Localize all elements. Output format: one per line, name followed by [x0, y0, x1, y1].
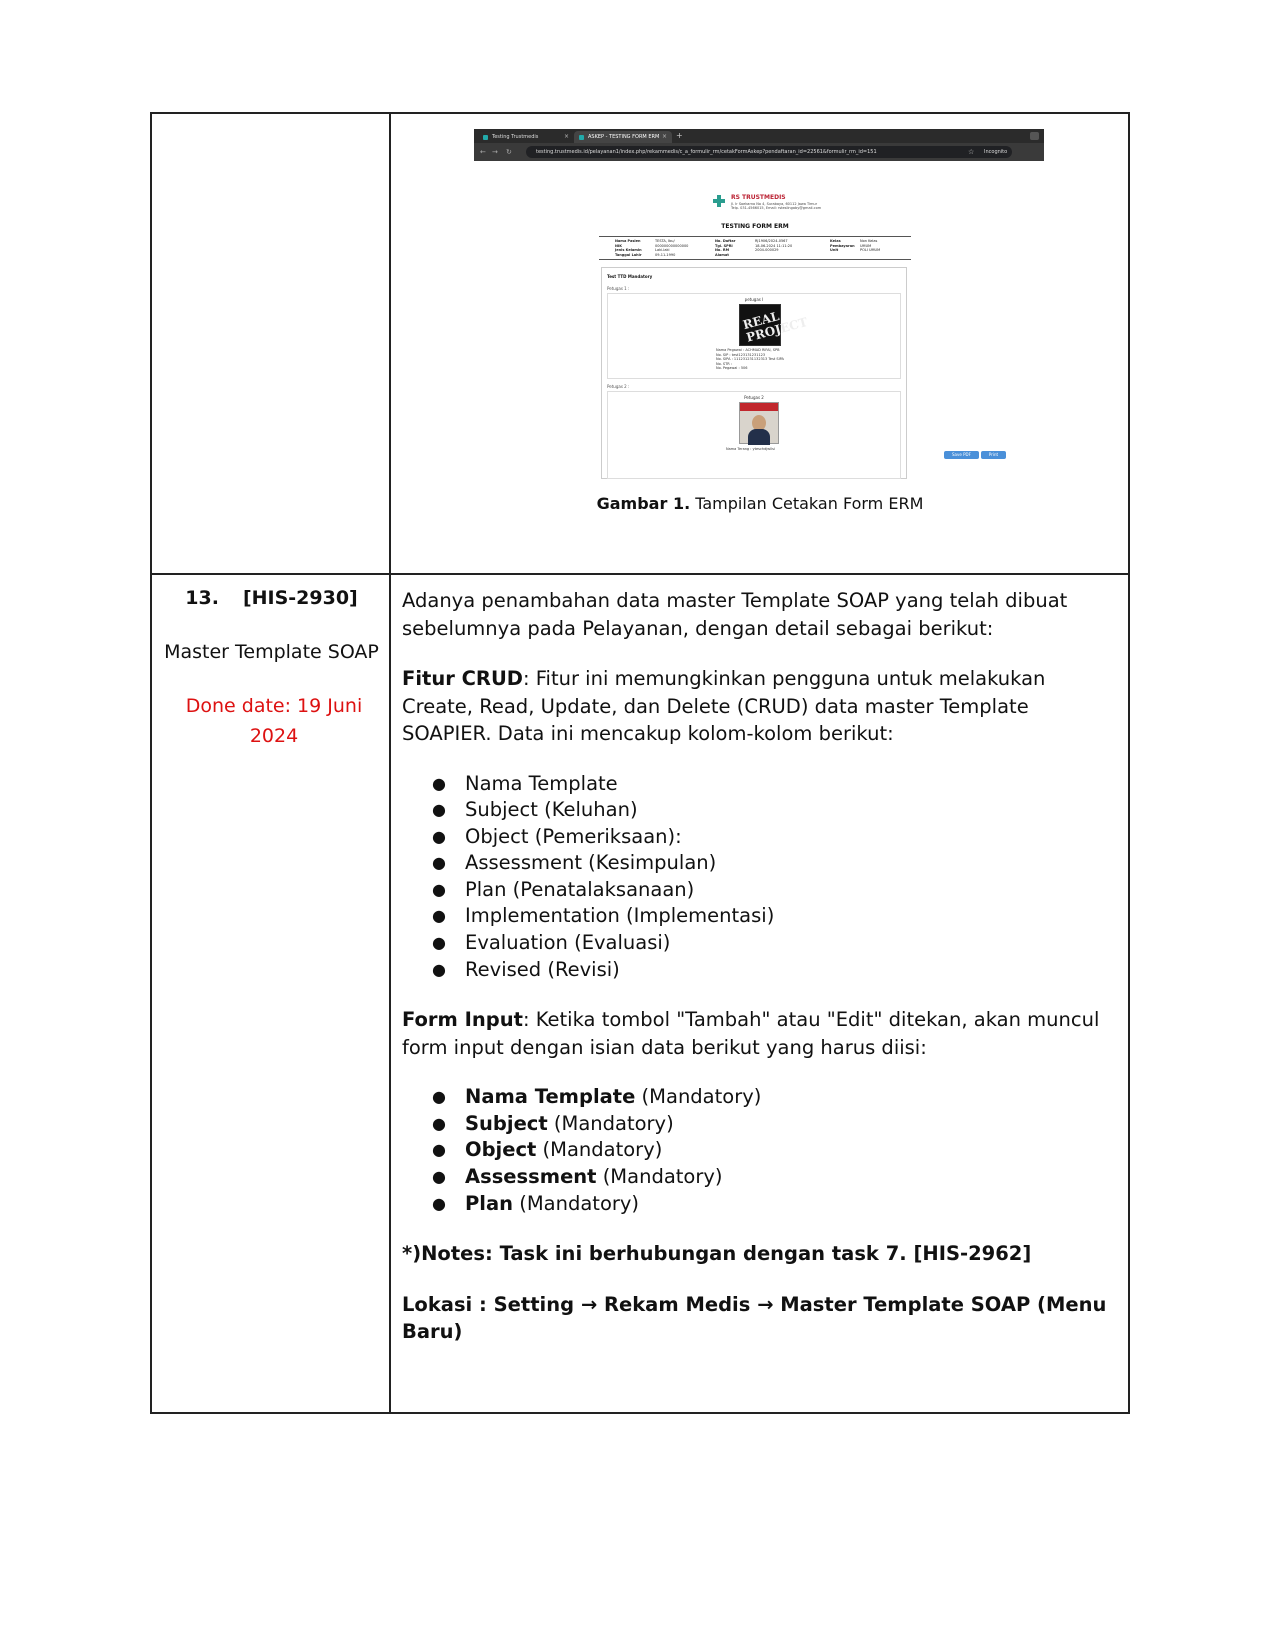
list-item [402, 797, 1112, 824]
crud-paragraph [402, 665, 1112, 748]
photo-band [740, 403, 778, 411]
divider [599, 236, 911, 237]
input-name: Object [465, 1138, 537, 1162]
list-item-text: Subject (Keluhan) [465, 798, 638, 822]
field-value: 000000000000000 [655, 243, 689, 248]
signature-box [607, 391, 901, 479]
list-item [402, 771, 1112, 798]
close-icon: × [563, 133, 569, 140]
favicon-icon [579, 135, 584, 140]
field-label: Pembayaran [830, 243, 855, 248]
photo-image [739, 402, 779, 444]
contact-line: Telp. 031-4566015, Email: rsteslingaby@gmail.com [731, 206, 822, 210]
browser-tab-active [574, 131, 672, 143]
figure-caption [390, 494, 1130, 513]
section-title: Test TTD Mandatory [607, 274, 653, 279]
address-bar: testing.trustmedis.id/pelayanan1/index.php/rekammedis/c_a_formulir_rm/cetakFormAskep?pendaftaran_id=22561&formulir_rm_id=151 [526, 146, 1012, 158]
field-label: No. Daftar [715, 239, 736, 243]
list-item-text: Nama Template [465, 771, 618, 795]
task-ticket: [HIS-2930] [242, 587, 358, 609]
field-label: Tgl. SPRI [715, 243, 733, 248]
field-label: NIK [615, 243, 622, 248]
field-value: 09-11-1990 [655, 252, 676, 257]
incognito-label: Incognito [984, 149, 1008, 155]
bullet-icon: ● [432, 826, 446, 846]
back-icon: ← [480, 148, 486, 156]
list-item-text: Object (Pemeriksaan): [465, 824, 682, 848]
field-value: POLI UMUM [860, 248, 881, 252]
favicon-icon [483, 135, 488, 140]
browser-tab-bar [474, 129, 1044, 143]
bullet-icon: ● [432, 933, 446, 953]
field-value: Laki-laki [655, 248, 670, 252]
form-input-paragraph [402, 1006, 1112, 1061]
form-input-text: : Ketika tombol "Tambah" atau "Edit" ditekan, akan muncul form input dengan isian data berikut yang harus diisi: [402, 1008, 1100, 1059]
screenshot-figure [474, 129, 1044, 479]
bullet-icon: ● [432, 853, 446, 873]
save-pdf-button[interactable]: Save PDF [944, 451, 979, 459]
list-item [402, 824, 1112, 851]
list-item-text: Evaluation (Evaluasi) [465, 931, 671, 955]
list-item [402, 1084, 1112, 1111]
input-note: (Mandatory) [596, 1165, 723, 1189]
field-label: Jenis Kelamin [615, 248, 642, 252]
field-value: TESTA, Ibu/ [655, 239, 675, 243]
field-value: RJ1906/2024-0567 [755, 239, 788, 243]
form-title: TESTING FORM ERM [721, 223, 789, 230]
column-divider [389, 114, 391, 1412]
bullet-icon: ● [432, 1087, 446, 1107]
input-name: Plan [465, 1191, 514, 1215]
task-number: 13. [185, 587, 219, 609]
print-button[interactable]: Print [981, 451, 1006, 459]
row-divider [152, 573, 1128, 575]
notes-line [402, 1240, 1112, 1268]
detail-line: Nama Pegawai : ACHMAD RIFAI, SPB [716, 348, 780, 352]
bullet-icon: ● [432, 879, 446, 899]
photo-suit [748, 429, 770, 445]
browser-page [474, 161, 1044, 479]
tab-label: Testing Trustmedis [492, 134, 539, 140]
bullet-icon: ● [432, 1167, 446, 1187]
field-label: Nama Pasien [615, 239, 641, 243]
signature-name: Nama Terang : yteschdjwllsi [726, 447, 775, 451]
bullet-icon: ● [432, 1193, 446, 1213]
new-tab-icon: + [676, 131, 683, 140]
list-item-text: Plan (Penatalaksanaan) [465, 877, 695, 901]
bullet-icon: ● [432, 906, 446, 926]
field-value: 2004-000029 [755, 248, 779, 252]
hospital-name: RS TRUSTMEDIS [731, 194, 786, 201]
signature-caption: Petugas 2 [744, 395, 764, 400]
detail-line: No. Pegawai : 506 [716, 366, 748, 370]
input-note: (Mandatory) [536, 1138, 663, 1162]
column-list [402, 771, 1112, 984]
list-item [402, 1111, 1112, 1138]
list-item [402, 930, 1112, 957]
notes-text: *)Notes: Task ini berhubungan dengan task 7. [HIS-2962] [402, 1242, 1032, 1266]
action-buttons [944, 451, 1008, 461]
chevron-down-icon [1030, 132, 1039, 140]
star-icon: ☆ [968, 148, 975, 156]
done-date [174, 691, 374, 751]
description-cell [402, 587, 1112, 1346]
field-value [755, 253, 830, 258]
input-note: (Mandatory) [513, 1191, 640, 1215]
crud-text: : Fitur ini memungkinkan pengguna untuk melakukan Create, Read, Update, dan Delete (CRUD) data master Template SOAPIER. Data ini mencakup kolom-kolom berikut: [402, 667, 1046, 745]
bullet-icon: ● [432, 1113, 446, 1133]
form-input-label: Form Input [402, 1008, 523, 1032]
patient-info-table [615, 239, 905, 257]
list-item-text: Revised (Revisi) [465, 957, 620, 981]
bullet-icon: ● [432, 1140, 446, 1160]
signature-image [739, 304, 810, 346]
caption-label: Gambar 1. [596, 494, 691, 513]
list-item [402, 903, 1112, 930]
hospital-logo-icon [713, 195, 725, 207]
erm-report [599, 161, 911, 479]
list-item-text: Implementation (Implementasi) [465, 904, 775, 928]
task-title: Master Template SOAP [164, 641, 379, 663]
patient-row [615, 253, 905, 258]
input-name: Nama Template [465, 1085, 636, 1109]
input-note: (Mandatory) [635, 1085, 762, 1109]
field-label: No. RM [715, 248, 730, 252]
list-item [402, 957, 1112, 984]
bullet-icon: ● [432, 959, 446, 979]
detail-line: No. SIPA : 111231231132313 Test SIPA [716, 357, 784, 361]
list-item [402, 850, 1112, 877]
location-text: Lokasi : Setting → Rekam Medis → Master Template SOAP (Menu Baru) [402, 1292, 1107, 1344]
detail-line: No. STR : [716, 361, 733, 366]
done-date-line: Done date: 19 Juni [185, 695, 363, 717]
input-list [402, 1084, 1112, 1217]
signature-caption: petugas I [744, 297, 764, 302]
list-item [402, 1164, 1112, 1191]
tab-label: ASKEP - TESTING FORM ERM [588, 134, 660, 140]
task-heading [154, 587, 389, 609]
intro-paragraph: Adanya penambahan data master Template SOAP yang telah dibuat sebelumnya pada Pelayanan, dengan detail sebagai berikut: [402, 589, 1068, 640]
crud-label: Fitur CRUD [402, 667, 523, 690]
detail-line: No. SIP : test123131231123 [716, 352, 766, 357]
address-line: Jl. Ir Soekarno No 4, Surabaya, 60112 Jawa Timur [731, 202, 818, 206]
field-label: Kelas [830, 239, 841, 243]
signature-box [607, 293, 901, 379]
location-line [402, 1291, 1112, 1346]
field-label: Unit [830, 248, 839, 252]
field-value: UMUM [860, 243, 872, 248]
done-date-line: 2024 [249, 725, 299, 747]
list-item [402, 1137, 1112, 1164]
forward-icon: → [492, 148, 498, 156]
field-value: Non Kelas [860, 239, 878, 243]
list-item [402, 1191, 1112, 1218]
divider [599, 259, 911, 260]
hospital-address [731, 202, 821, 210]
caption-text: Tampilan Cetakan Form ERM [690, 494, 924, 513]
list-item [402, 877, 1112, 904]
input-note: (Mandatory) [547, 1111, 674, 1135]
input-name: Subject [465, 1111, 548, 1135]
signature-scrawl: REAL PROJECT [741, 309, 810, 345]
close-icon: × [661, 133, 667, 140]
bullet-icon: ● [432, 773, 446, 793]
document-table [150, 112, 1130, 1414]
petugas-label: Petugas 1 : [607, 286, 630, 291]
field-label: Alamat [715, 252, 729, 257]
petugas-label: Petugas 2 : [607, 384, 630, 389]
browser-tab [478, 131, 574, 143]
list-item-text: Assessment (Kesimpulan) [465, 851, 717, 875]
signature-details [716, 348, 784, 371]
input-name: Assessment [465, 1165, 597, 1189]
browser-toolbar [474, 143, 1044, 161]
reload-icon: ↻ [506, 148, 512, 156]
bullet-icon: ● [432, 800, 446, 820]
field-label: Tanggal Lahir [615, 252, 642, 257]
field-value: 18-06-2024 11:11:20 [755, 243, 793, 248]
